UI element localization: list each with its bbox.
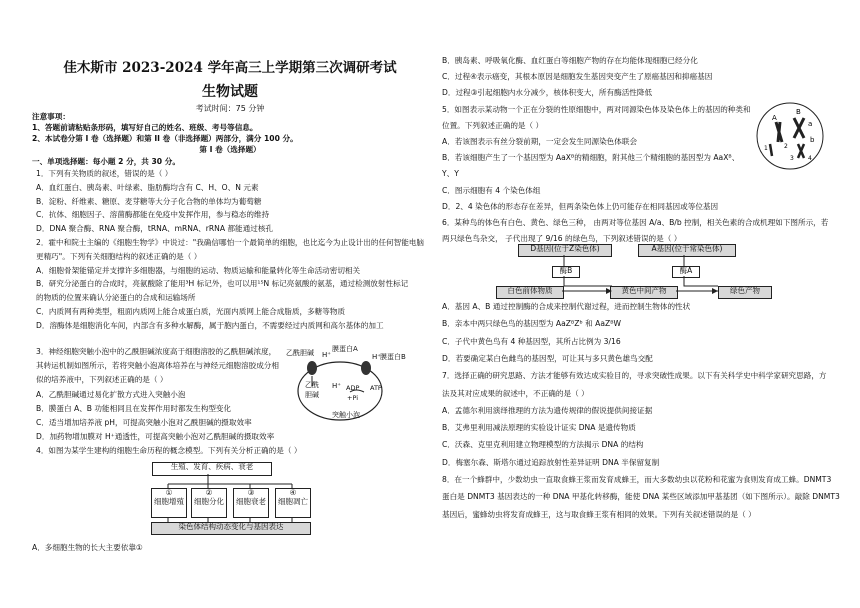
pathway-arrows: [480, 240, 780, 300]
label-vesicle: 突触小泡: [332, 411, 360, 419]
left-lines-line: B．研究分泌蛋白的合成时，亮氨酸除了能用³H 标记外，也可以用¹⁵N 标记亮氨酸的氨基，通过检测放射性标记: [36, 279, 409, 289]
chrom-label-B: B: [796, 108, 801, 116]
label-h1: H⁺: [322, 351, 331, 359]
label-protein-a: 膜蛋白A: [332, 345, 358, 353]
membrane-protein-b: [361, 361, 371, 375]
left-lines-line: 的物质的位置来确认分泌蛋白的合成和运输场所: [36, 293, 196, 303]
right-lines2-line: D．梅塞尔森、斯塔尔通过追踪放射性差异证明 DNA 半保留复制: [442, 457, 660, 467]
note-1: 1、答题前请粘贴条形码，填写好自己的姓名、班级、考号等信息。: [32, 123, 258, 132]
right-lines2-line: 蛋白是 DNMT3 基因表达的一种 DNA 甲基化转移酶，能使 DNA 某些区域添加甲基基团（如下图所示）。敲除 DNMT3: [442, 492, 840, 502]
left-lines-line: C．内质网有两种类型，粗面内质网上能合成蛋白质，光面内质网上能合成脂质，多糖等物质: [36, 307, 346, 316]
chrom-label-2: 2: [784, 143, 788, 150]
process-box-3: ③ 细胞衰老: [233, 488, 269, 518]
left-lines-line: 4．如图为某学生建构的细胞生命历程的概念模型。下列有关分析正确的是（ ）: [36, 446, 302, 455]
label-inner-ach-1: 乙酰: [305, 381, 319, 389]
right-lines-line: C．图示细胞有 4 个染色体组: [442, 185, 541, 195]
left-lines-line: 3．神经细胞突触小泡中的乙酰胆碱浓度高于细胞溶胶的乙酰胆碱浓度，: [36, 347, 277, 356]
right-lines-line: B．若该细胞产生了一个基因型为 AaXᴮ的精细胞，附其他三个精细胞的基因型为 AaXᴮ、: [442, 153, 740, 163]
chromosome-expression-box: 染色体结构动态变化与基因表达: [151, 522, 311, 535]
left-lines-line: 2．霍中和院士主编的《细胞生物学》中说过："我确信哪怕一个最简单的细胞，也比迄今为止设计出的任何智能电脑: [36, 238, 425, 247]
right-lines-line: D．2、4 染色体的形态存在差异，但两条染色体上仍可能存在相同基因或等位基因: [442, 201, 719, 211]
right-lines2-line: A．孟德尔利用演绎推理的方法为遗传规律的假说提供间接证据: [442, 405, 653, 415]
right-lines2-line: C．子代中黄色鸟有 4 种基因型，其所占比例为 3/16: [442, 336, 621, 346]
chrom-label-1: 1: [764, 145, 768, 152]
label-adp: ADP: [346, 384, 360, 392]
right-lines-line: Y、Y: [442, 169, 459, 179]
left-lines-line: B．淀粉、纤维素、糖原、麦芽糖等大分子化合物的单体均为葡萄糖: [36, 196, 262, 206]
process-box-1: ① 细胞增殖: [151, 488, 187, 518]
left-lines-line: C．适当增加培养液 pH，可提高突触小泡对乙酰胆碱的摄取效率: [36, 418, 252, 427]
right-lines-line: B．胰岛素、呼吸氧化酶、血红蛋白等细胞产物的存在均能体现细胞已经分化: [442, 56, 698, 65]
left-lines-line: D．加药物增加膜对 H⁺通透性，可提高突触小泡对乙酰胆碱的摄取效率: [36, 432, 275, 441]
left-lines-line: 1．下列有关物质的叙述，错误的是（ ）: [36, 169, 173, 178]
label-atp: ATP: [370, 384, 382, 392]
right-lines-line: A．若该图表示有丝分裂前期，一定会发生同源染色体联会: [442, 137, 638, 146]
chrom-label-3: 3: [790, 155, 794, 162]
gene-a-box: A基因(位于常染色体): [638, 244, 736, 257]
label-inner-ach-2: 胆碱: [305, 391, 319, 399]
membrane-protein-a: [307, 361, 317, 375]
right-lines2-line: B．亲本中两只绿色鸟的基因型为 AaZᴮZᵇ 和 AaZᴮW: [442, 319, 621, 329]
enzyme-a-box: 酶A: [672, 266, 700, 278]
label-ach: 乙酰胆碱: [286, 349, 314, 357]
right-lines-line: D．过程③引起细胞内水分减少，核体积变大，所有酶活性降低: [442, 88, 653, 98]
left-lines-line: C．抗体、细胞因子、溶菌酶都能在免疫中发挥作用，参与稳态的维持: [36, 210, 270, 220]
right-lines2-line: 基因后，蜜蜂幼虫将发育成蜂王，这与取食蜂王浆有相同的效果。下列有关叙述错误的是（ ）: [442, 509, 756, 519]
white-precursor-box: 白色前体物质: [496, 286, 564, 299]
note-2: 2、本试卷分第 I 卷（选择题）和第 II 卷（非选择题）两部分，满分 100 分。: [32, 134, 298, 143]
q4-option-a: A．多细胞生物的长大主要依靠①: [32, 543, 143, 552]
right-lines2-line: 8．在一个蜂群中，少数幼虫一直取食蜂王浆而发育成蜂王，而大多数幼虫以花粉和花蜜为食则发育成工蜂。DNMT3: [442, 475, 832, 484]
chrom-label-a: a: [808, 120, 813, 128]
green-product-box: 绿色产物: [718, 286, 772, 299]
chrom-label-4: 4: [808, 155, 812, 162]
left-lines-line: D．溶酶体是细胞消化车间，内部含有多种水解酶，属于胞内蛋白，不需要经过内质网和高尔基体的加工: [36, 320, 384, 330]
process-box-4: ④ 细胞凋亡: [275, 488, 311, 518]
left-lines-line: A．细胞骨架能锚定并支撑许多细胞器，与细胞的运动、物质运输和能量转化等生命活动密切相关: [36, 265, 361, 275]
right-lines-line: 6．某种鸟的体色有白色、黄色、绿色三种， 由两对等位基因 A/a、B/b 控制，相关色素的合成机理如下图所示，若: [442, 218, 829, 227]
chrom-label-A: A: [772, 114, 777, 122]
left-lines-line: D．DNA 聚合酶、RNA 聚合酶，tRNA、mRNA、rRNA 都能通过核孔: [36, 224, 274, 234]
right-lines2-line: A．基因 A、B 通过控制酶的合成来控制代谢过程，进而控制生物体的性状: [442, 302, 691, 311]
right-lines-line: 两只绿色鸟杂交， 子代出现了 9/16 的绿色鸟，下列叙述错误的是（ ）: [442, 234, 682, 244]
right-lines2-line: 法及其对应成果的叙述中，不正确的是（ ）: [442, 388, 589, 398]
right-lines-line: C．过程④表示癌变，其根本原因是细胞发生基因突变产生了原癌基因和抑癌基因: [442, 72, 713, 82]
left-lines-line: 其转运机制如图所示，若将突触小泡离体培养在与神经元细胞溶胶成分相: [36, 361, 279, 370]
notes-heading: 注意事项：: [32, 112, 70, 121]
label-h3: H⁺: [332, 382, 341, 390]
chromosome-figure: [750, 100, 830, 172]
right-lines2-line: B．艾弗里利用减法原理的实验设计证实 DNA 是遗传物质: [442, 423, 636, 433]
right-lines2-line: C．沃森、克里克利用建立物理模型的方法揭示 DNA 的结构: [442, 440, 644, 450]
label-protein-b: 膜蛋白B: [380, 353, 406, 361]
yellow-intermediate-box: 黄色中间产物: [610, 286, 678, 299]
right-lines-line: 位置。下列叙述正确的是（ ）: [442, 120, 544, 130]
left-lines-line: 更精巧"。下列有关细胞结构的叙述正确的是（ ）: [36, 251, 202, 261]
right-lines2-line: D．若要确定某白色雌鸟的基因型，可让其与多只黄色雄鸟交配: [442, 353, 653, 363]
process-box-2: ② 细胞分化: [191, 488, 227, 518]
enzyme-b-box: 酶B: [552, 266, 580, 278]
right-lines-line: 5．如图表示某动物一个正在分裂的性原细胞中，两对同源染色体及染色体上的基因的种类和: [442, 104, 751, 114]
part1-heading: 第 I 卷（选择题）: [199, 145, 261, 154]
left-lines-line: 似的培养液中，下列叙述正确的是（ ）: [36, 375, 168, 384]
exam-title: 佳木斯市 2023-2024 学年高三上学期第三次调研考试: [63, 60, 397, 76]
left-lines-line: A．血红蛋白、胰岛素、叶绿素、脂肪酶均含有 C、H、O、N 元素: [36, 182, 259, 192]
exam-time: 考试时间：75 分钟: [195, 104, 265, 113]
chrom-label-b: b: [810, 136, 815, 144]
section-heading: 一、单项选择题：每小题 2 分，共 30 分。: [32, 157, 180, 166]
label-h2: H⁺: [372, 353, 381, 361]
exam-subtitle: 生物试题: [202, 84, 258, 100]
label-pi: +Pi: [347, 394, 359, 402]
gene-d-box: D基因(位于Z染色体): [518, 244, 612, 257]
life-history-top-box: 生殖、发育、疾病、衰老: [152, 462, 272, 476]
left-lines-line: B．膜蛋白 A、B 功能相同且在发挥作用时都发生构型变化: [36, 404, 232, 413]
left-lines-line: A．乙酰胆碱通过易化扩散方式进入突触小泡: [36, 390, 186, 399]
right-lines2-line: 7．选择正确的研究思路、方法才能够有效达成实验目的，寻求突破性成果。以下有关科学史中科学家研究思路，方: [442, 371, 827, 381]
